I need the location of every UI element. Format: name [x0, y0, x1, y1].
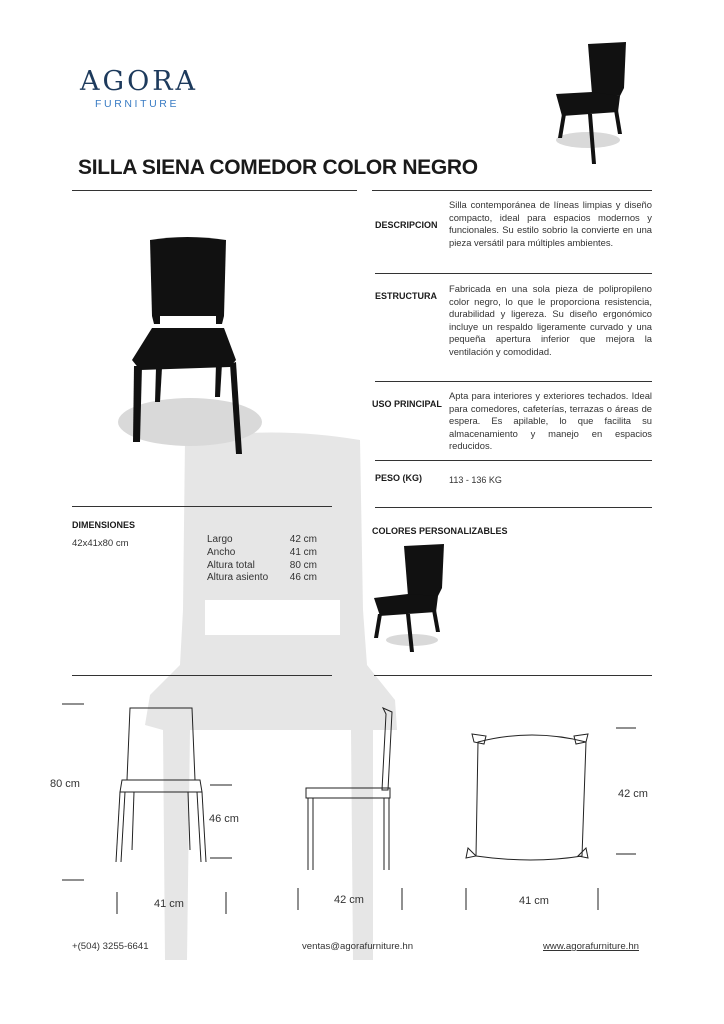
peso-label: PESO (KG)	[375, 473, 423, 483]
dimension-row	[207, 547, 317, 560]
dimension-value: 41 cm	[289, 546, 317, 558]
chair-thumbnail-image	[548, 38, 632, 168]
descripcion-text: Silla contemporánea de líneas limpias y diseño compacto, ideal para espacios modernos y funcionales. Su estilo sobrio la convierte en una pieza versátil para múltiples ambientes.	[449, 199, 652, 248]
divider	[372, 190, 652, 191]
brand-logo-subtitle: FURNITURE	[95, 98, 180, 110]
dimensiones-summary: 42x41x80 cm	[72, 538, 129, 549]
dimension-row	[207, 534, 317, 547]
top-width-label: 41 cm	[519, 895, 549, 907]
divider	[375, 381, 652, 382]
dimension-value: 42 cm	[289, 534, 317, 545]
uso-principal-text: Apta para interiores y exteriores techados. Ideal para comedores, cafeterías, terrazas o áreas de espera. Es apilable, lo que facilita su almacenamiento y manejo en espacios reducidos.	[449, 390, 652, 452]
uso-principal-label: USO PRINCIPAL	[372, 399, 442, 409]
brand-logo: AGORA	[80, 66, 199, 97]
divider	[375, 507, 652, 508]
dimension-row	[207, 560, 317, 573]
top-depth-label: 42 cm	[618, 788, 648, 800]
dimension-name: Ancho	[207, 546, 236, 558]
dimension-value: 46 cm	[289, 572, 317, 584]
seat-height-label: 46 cm	[209, 813, 239, 825]
divider	[375, 460, 652, 461]
color-swatch-chair-black	[370, 540, 450, 655]
divider	[374, 675, 652, 676]
divider	[375, 273, 652, 274]
side-depth-label: 42 cm	[334, 894, 364, 906]
estructura-text: Fabricada en una sola pieza de polipropileno color negro, lo que le proporciona resistencia, durabilidad y ligereza. Su diseño ergonómico incluye un respaldo ligeramente curvado y una pequeña apertura inferior que mejora la ventilación y comodidad.	[449, 283, 652, 357]
front-width-label: 41 cm	[154, 898, 184, 910]
divider	[72, 506, 332, 507]
dimension-name: Largo	[207, 534, 233, 545]
divider	[72, 190, 357, 191]
footer-email[interactable]: ventas@agorafurniture.hn	[302, 941, 414, 952]
dimension-row	[207, 572, 317, 585]
dimension-value: 80 cm	[289, 559, 317, 571]
footer-website-link[interactable]: www.agorafurniture.hn	[543, 941, 639, 952]
peso-value: 113 - 136 KG	[449, 475, 502, 485]
descripcion-label: DESCRIPCION	[375, 220, 438, 230]
dimension-name: Altura asiento	[207, 572, 269, 584]
product-title: SILLA SIENA COMEDOR COLOR NEGRO	[78, 156, 478, 179]
divider	[72, 675, 332, 676]
dimensiones-label: DIMENSIONES	[72, 520, 136, 530]
chair-main-image	[112, 232, 262, 462]
dimension-name: Altura total	[207, 559, 255, 571]
colores-label: COLORES PERSONALIZABLES	[372, 526, 508, 536]
dimensions-table	[207, 534, 317, 585]
height-total-label: 80 cm	[50, 778, 80, 790]
footer-phone: +(504) 3255-6641	[72, 941, 149, 952]
estructura-label: ESTRUCTURA	[375, 291, 437, 301]
